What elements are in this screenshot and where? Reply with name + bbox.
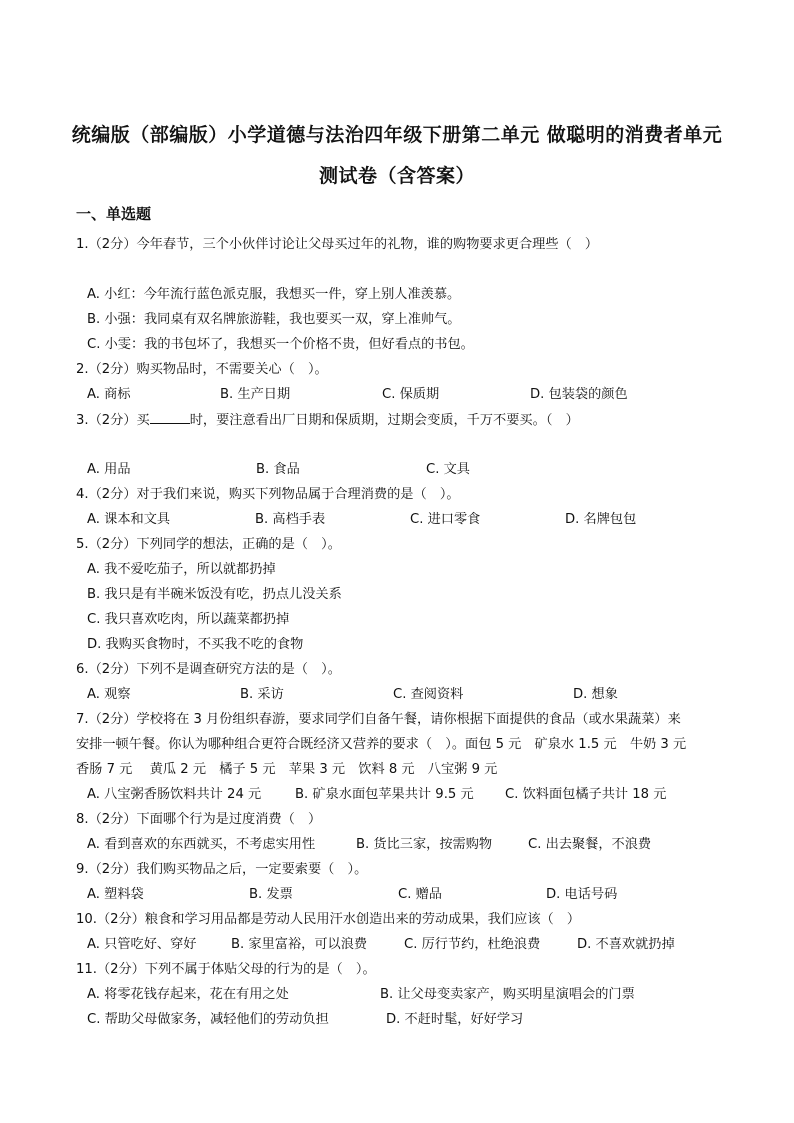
question-option: A. 塑料袋 xyxy=(87,887,144,902)
question-option: B. 让父母变卖家产，购买明星演唱会的门票 xyxy=(380,987,635,1002)
question-option: C. 小雯：我的书包坏了，我想买一个价格不贵，但好看点的书包。 xyxy=(87,337,474,352)
question-option: D. 我购买食物时，不买我不吃的食物 xyxy=(87,637,304,652)
question-option: C. 饮料面包橘子共计 18 元 xyxy=(505,787,667,802)
question-option: B. 矿泉水面包苹果共计 9.5 元 xyxy=(295,787,474,802)
question-option: C. 保质期 xyxy=(382,387,440,402)
question-option: A. 观察 xyxy=(87,687,131,702)
question-stem: 10.（2分）粮食和学习用品都是劳动人民用汗水创造出来的劳动成果，我们应该（ ） xyxy=(76,912,581,927)
question-stem: 11.（2分）下列不属于体贴父母的行为的是（ ）。 xyxy=(76,962,376,977)
question-option: B. 货比三家，按需购物 xyxy=(356,837,493,852)
question-option: A. 用品 xyxy=(87,462,131,477)
question-option: A. 只管吃好、穿好 xyxy=(87,937,197,952)
fill-in-blank xyxy=(150,411,190,424)
question-stem: 1.（2分）今年春节，三个小伙伴讨论让父母买过年的礼物，谁的购物要求更合理些（ ） xyxy=(76,237,599,252)
question-option: D. 包装袋的颜色 xyxy=(530,387,628,402)
question-stem: 安排一顿午餐。你认为哪种组合更符合既经济又营养的要求（ ）。面包 5 元 矿泉水 1.5 元 牛奶 3 元 xyxy=(76,737,687,752)
question-option: B. 我只是有半碗米饭没有吃，扔点儿没关系 xyxy=(87,587,342,602)
question-stem: 6.（2分）下列不是调查研究方法的是（ ）。 xyxy=(76,662,341,677)
question-option: B. 生产日期 xyxy=(220,387,291,402)
question-option: C. 厉行节约，杜绝浪费 xyxy=(404,937,541,952)
section-heading: 一、单选题 xyxy=(76,205,152,223)
question-option: B. 食品 xyxy=(256,462,300,477)
question-stem-part: 时，要注意看出厂日期和保质期，过期会变质，千万不要买。（ ） xyxy=(189,413,579,428)
question-option: D. 电话号码 xyxy=(546,887,618,902)
question-stem xyxy=(76,411,579,430)
question-option: C. 帮助父母做家务，减轻他们的劳动负担 xyxy=(87,1012,329,1027)
question-option: C. 出去聚餐，不浪费 xyxy=(528,837,652,852)
page-title-line-2: 测试卷（含答案） xyxy=(318,165,475,187)
question-stem: 2.（2分）购买物品时，不需要关心（ ）。 xyxy=(76,362,328,377)
question-stem: 9.（2分）我们购买物品之后，一定要索要（ ）。 xyxy=(76,862,368,877)
question-option: A. 小红：今年流行蓝色派克服，我想买一件，穿上别人准羡慕。 xyxy=(87,287,461,302)
question-option: B. 小强：我同桌有双名牌旅游鞋，我也要买一双，穿上准帅气。 xyxy=(87,312,461,327)
question-option: A. 商标 xyxy=(87,387,131,402)
question-option: B. 高档手表 xyxy=(255,512,326,527)
question-option: C. 赠品 xyxy=(398,887,442,902)
question-stem: 4.（2分）对于我们来说，购买下列物品属于合理消费的是（ ）。 xyxy=(76,487,460,502)
question-option: B. 发票 xyxy=(249,887,293,902)
question-option: D. 不喜欢就扔掉 xyxy=(577,937,675,952)
question-option: A. 将零花钱存起来，花在有用之处 xyxy=(87,987,289,1002)
question-option: B. 采访 xyxy=(240,687,284,702)
question-option: B. 家里富裕，可以浪费 xyxy=(231,937,368,952)
question-stem: 8.（2分）下面哪个行为是过度消费（ ） xyxy=(76,812,322,827)
question-option: C. 我只喜欢吃肉，所以蔬菜都扔掉 xyxy=(87,612,290,627)
question-option: D. 名牌包包 xyxy=(565,512,637,527)
question-option: A. 八宝粥香肠饮料共计 24 元 xyxy=(87,787,262,802)
question-option: D. 想象 xyxy=(573,687,618,702)
page-title-line-1: 统编版（部编版）小学道德与法治四年级下册第二单元 做聪明的消费者单元 xyxy=(71,124,723,146)
question-option: C. 查阅资料 xyxy=(393,687,464,702)
question-option: D. 不赶时髦，好好学习 xyxy=(386,1012,524,1027)
question-stem-part: 3.（2分）买 xyxy=(76,413,150,428)
question-stem: 5.（2分）下列同学的想法，正确的是（ ）。 xyxy=(76,537,341,552)
question-stem: 香肠 7 元 黄瓜 2 元 橘子 5 元 苹果 3 元 饮料 8 元 八宝粥 9 元 xyxy=(76,762,498,777)
question-option: C. 文具 xyxy=(426,462,470,477)
question-option: C. 进口零食 xyxy=(410,512,481,527)
question-option: A. 我不爱吃茄子，所以就都扔掉 xyxy=(87,562,276,577)
question-stem: 7.（2分）学校将在 3 月份组织春游，要求同学们自备午餐，请你根据下面提供的食品（或水果蔬菜）来 xyxy=(76,712,681,727)
question-option: A. 看到喜欢的东西就买，不考虑实用性 xyxy=(87,837,316,852)
question-option: A. 课本和文具 xyxy=(87,512,171,527)
